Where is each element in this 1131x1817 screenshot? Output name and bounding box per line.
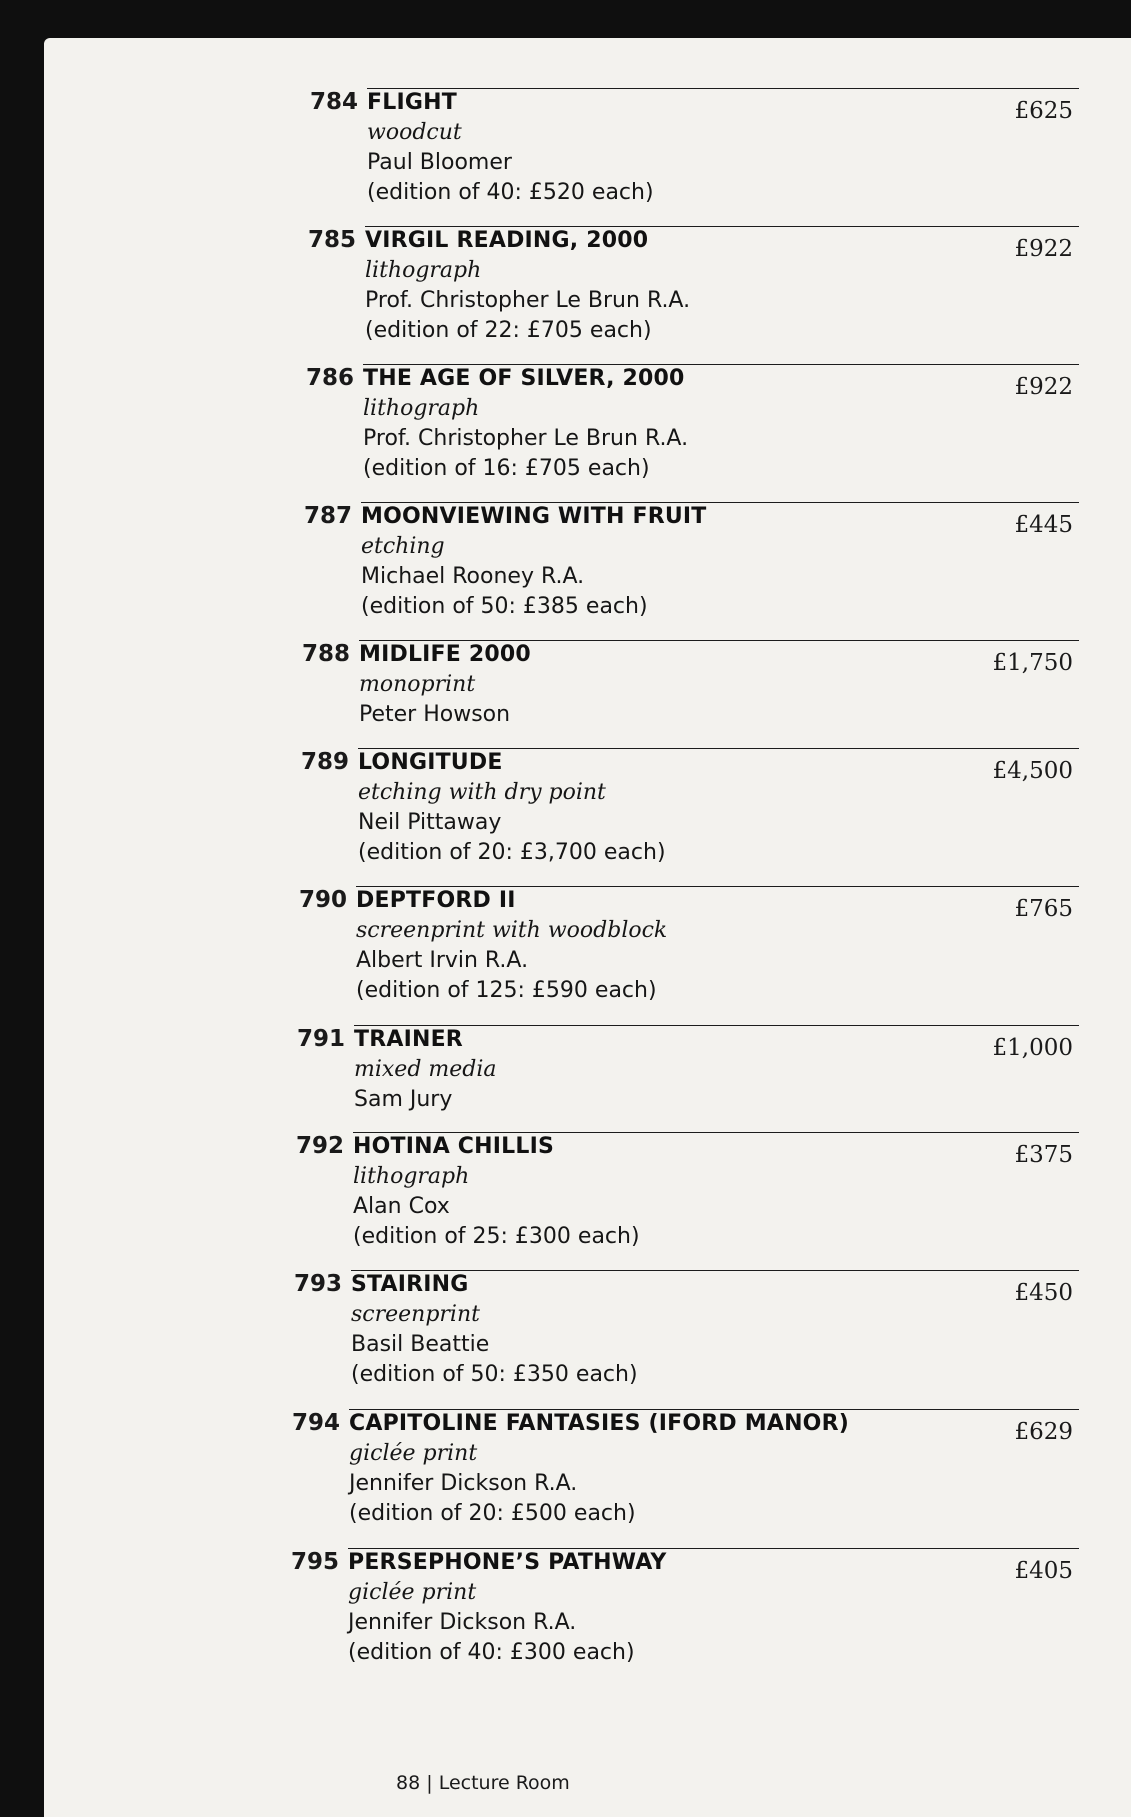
artist-name: Albert Irvin R.A. — [356, 948, 529, 973]
artwork-price: £922 — [1014, 236, 1073, 262]
entry-rule — [351, 1270, 1079, 1271]
artist-name: Prof. Christopher Le Brun R.A. — [363, 426, 689, 451]
artwork-title: TRAINER — [354, 1027, 463, 1052]
lot-number: 795 — [291, 1549, 340, 1575]
artwork-medium: lithograph — [365, 258, 482, 283]
artwork-price: £922 — [1014, 374, 1073, 400]
lot-number: 790 — [299, 887, 348, 913]
artist-name: Neil Pittaway — [358, 810, 502, 835]
artwork-price: £445 — [1014, 512, 1073, 538]
edition-info: (edition of 125: £590 each) — [356, 978, 657, 1003]
lot-number: 785 — [308, 227, 357, 253]
artwork-medium: mixed media — [354, 1057, 497, 1082]
entry-rule — [367, 88, 1079, 89]
artwork-title: DEPTFORD II — [356, 888, 516, 913]
entry-rule — [356, 886, 1079, 887]
edition-info: (edition of 40: £300 each) — [348, 1640, 635, 1665]
artwork-medium: screenprint with woodblock — [356, 918, 668, 943]
section-name: Lecture Room — [438, 1772, 570, 1794]
artwork-title: LONGITUDE — [358, 750, 503, 775]
artwork-price: £450 — [1014, 1280, 1073, 1306]
entry-rule — [361, 502, 1079, 503]
artwork-title: VIRGIL READING, 2000 — [365, 228, 649, 253]
footer-separator: | — [426, 1772, 433, 1794]
edition-info: (edition of 20: £500 each) — [349, 1501, 636, 1526]
entry-rule — [365, 226, 1079, 227]
page-footer — [396, 1772, 570, 1794]
artwork-title: PERSEPHONE’S PATHWAY — [348, 1550, 667, 1575]
lot-number: 789 — [301, 749, 350, 775]
artist-name: Sam Jury — [354, 1087, 453, 1112]
artwork-title: THE AGE OF SILVER, 2000 — [363, 366, 685, 391]
artwork-price: £4,500 — [992, 758, 1073, 784]
artist-name: Jennifer Dickson R.A. — [348, 1610, 577, 1635]
artwork-price: £629 — [1014, 1419, 1073, 1445]
entry-rule — [349, 1409, 1079, 1410]
entry-rule — [348, 1548, 1079, 1549]
artist-name: Basil Beattie — [351, 1332, 490, 1357]
artwork-medium: giclée print — [348, 1580, 477, 1605]
artwork-title: STAIRING — [351, 1272, 469, 1297]
lot-number: 787 — [304, 503, 353, 529]
edition-info: (edition of 50: £350 each) — [351, 1362, 638, 1387]
lot-number: 791 — [297, 1026, 346, 1052]
entry-rule — [354, 1025, 1079, 1026]
lot-number: 793 — [294, 1271, 343, 1297]
artwork-price: £765 — [1014, 896, 1073, 922]
artwork-medium: lithograph — [363, 396, 480, 421]
artist-name: Peter Howson — [359, 702, 511, 727]
artwork-price: £375 — [1014, 1142, 1073, 1168]
artwork-price: £405 — [1014, 1558, 1073, 1584]
artwork-medium: etching with dry point — [358, 780, 606, 805]
artwork-price: £1,750 — [992, 650, 1073, 676]
artwork-title: MOONVIEWING WITH FRUIT — [361, 504, 707, 529]
page-number: 88 — [396, 1772, 421, 1794]
entry-rule — [353, 1132, 1079, 1133]
entry-rule — [363, 364, 1079, 365]
lot-number: 788 — [302, 641, 351, 667]
lot-number: 794 — [292, 1410, 341, 1436]
artwork-medium: giclée print — [349, 1441, 478, 1466]
artwork-price: £1,000 — [992, 1035, 1073, 1061]
artwork-medium: etching — [361, 534, 445, 559]
edition-info: (edition of 16: £705 each) — [363, 456, 650, 481]
edition-info: (edition of 22: £705 each) — [365, 318, 652, 343]
artwork-title: HOTINA CHILLIS — [353, 1134, 555, 1159]
artist-name: Michael Rooney R.A. — [361, 564, 585, 589]
artwork-medium: woodcut — [367, 120, 462, 145]
catalogue-page — [44, 38, 1131, 1817]
artist-name: Prof. Christopher Le Brun R.A. — [365, 288, 691, 313]
edition-info: (edition of 40: £520 each) — [367, 180, 654, 205]
artist-name: Paul Bloomer — [367, 150, 512, 175]
entry-rule — [359, 640, 1079, 641]
artwork-title: MIDLIFE 2000 — [359, 642, 531, 667]
entry-rule — [358, 748, 1079, 749]
lot-number: 784 — [310, 89, 359, 115]
artwork-medium: lithograph — [353, 1164, 470, 1189]
artist-name: Alan Cox — [353, 1194, 450, 1219]
edition-info: (edition of 20: £3,700 each) — [358, 840, 666, 865]
artwork-medium: monoprint — [359, 672, 476, 697]
artwork-title: FLIGHT — [367, 90, 457, 115]
lot-number: 792 — [296, 1133, 345, 1159]
artwork-price: £625 — [1014, 98, 1073, 124]
artwork-medium: screenprint — [351, 1302, 480, 1327]
edition-info: (edition of 50: £385 each) — [361, 594, 648, 619]
artwork-title: CAPITOLINE FANTASIES (IFORD MANOR) — [349, 1411, 849, 1436]
lot-number: 786 — [306, 365, 355, 391]
artist-name: Jennifer Dickson R.A. — [349, 1471, 578, 1496]
edition-info: (edition of 25: £300 each) — [353, 1224, 640, 1249]
